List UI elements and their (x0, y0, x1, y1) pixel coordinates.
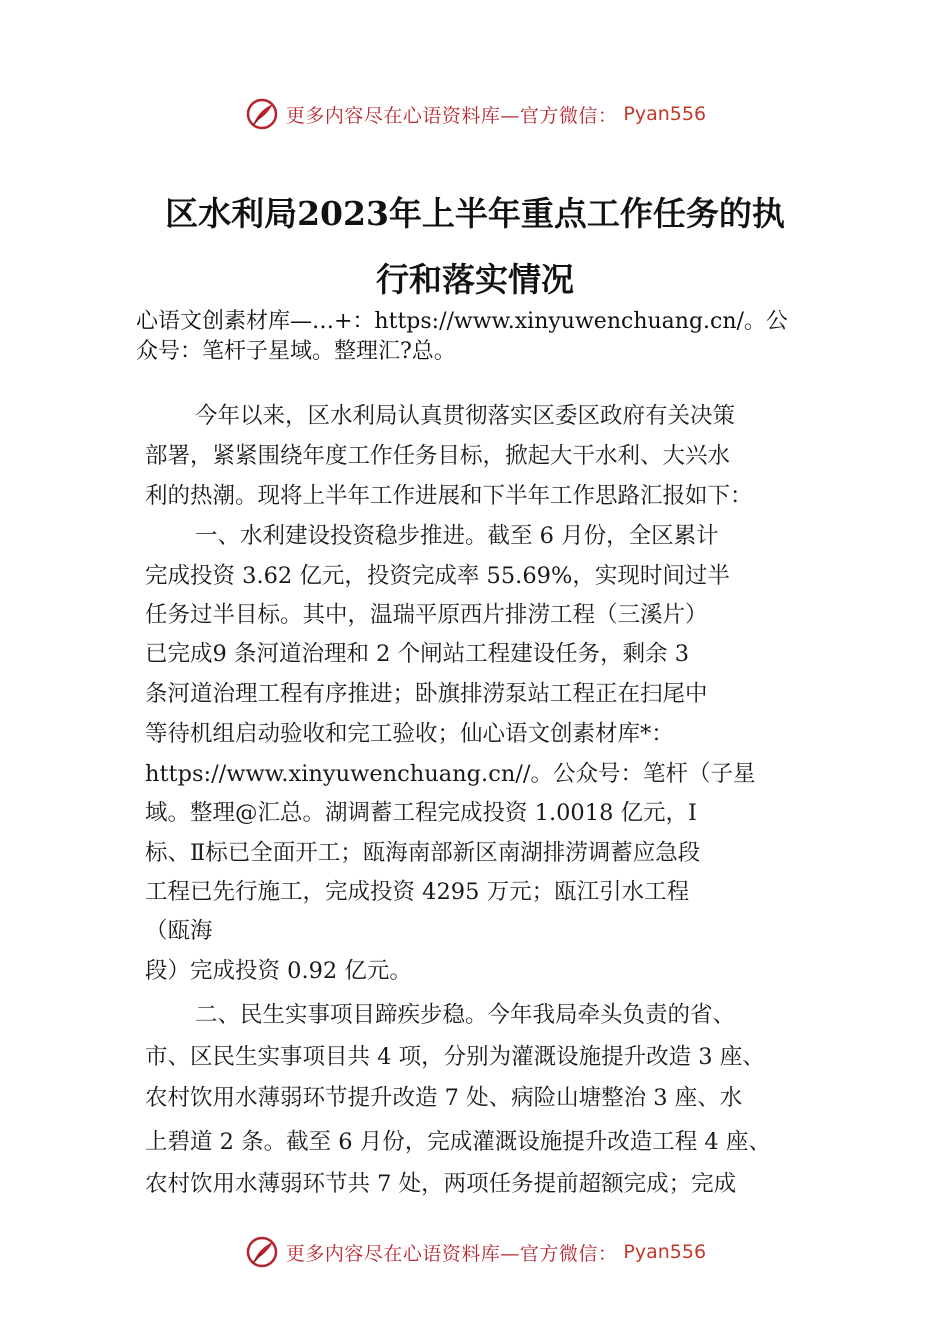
feather-pen-logo-icon (244, 96, 280, 132)
body-line: 市、区民生实事项目共 4 项，分别为灌溉设施提升改造 3 座、 (145, 1044, 765, 1070)
banner-wechat-id: Pyan556 (623, 1241, 707, 1263)
body-line: 任务过半目标。其中，温瑞平原西片排涝工程（三溪片） (145, 602, 708, 628)
body-line: https://www.xinyuwenchuang.cn//。公众号：笔杆（子星 (145, 761, 756, 787)
body-line: 农村饮用水薄弱环节提升改造 7 处、病险山塘整治 3 座、水 (145, 1085, 743, 1111)
banner-text: 更多内容尽在心语资料库—官方微信： (285, 104, 618, 127)
body-line: 利的热潮。现将上半年工作进展和下半年工作思路汇报如下： (145, 483, 753, 509)
body-line: 部署，紧紧围绕年度工作任务目标，掀起大干水利、大兴水 (145, 443, 731, 469)
body-line: 一、水利建设投资稳步推进。截至 6 月份，全区累计 (195, 523, 719, 549)
header-banner (0, 92, 950, 136)
document-title-line-1: 区水利局2023年上半年重点工作任务的执 (165, 194, 785, 233)
body-line: 条河道治理工程有序推进；卧旗排涝泵站工程正在扫尾中 (145, 681, 708, 707)
banner-wechat-id: Pyan556 (623, 103, 707, 125)
body-line: 域。整理@汇总。湖调蓄工程完成投资 1.0018 亿元，Ⅰ (145, 800, 697, 826)
body-line: 已完成9 条河道治理和 2 个闸站工程建设任务，剩余 3 (145, 641, 690, 667)
body-line: 上碧道 2 条。截至 6 月份，完成灌溉设施提升改造工程 4 座、 (145, 1129, 771, 1155)
body-line: 农村饮用水薄弱环节共 7 处，两项任务提前超额完成；完成 (145, 1171, 737, 1197)
body-line: 二、民生实事项目蹄疾步稳。今年我局牵头负责的省、 (195, 1002, 736, 1028)
body-line: 完成投资 3.62 亿元，投资完成率 55.69%，实现时间过半 (145, 563, 730, 589)
footer-banner (0, 1230, 950, 1274)
body-line: 等待机组启动验收和完工验收；仙心语文创素材库*： (145, 721, 674, 747)
source-note-line-2: 众号：笔杆子星域。整理汇?总。 (136, 339, 456, 364)
body-line: 标、Ⅱ标已全面开工；瓯海南部新区南湖排涝调蓄应急段 (145, 840, 701, 866)
banner-text: 更多内容尽在心语资料库—官方微信： (285, 1242, 618, 1265)
feather-pen-logo-icon (244, 1234, 280, 1270)
body-line: 工程已先行施工，完成投资 4295 万元；瓯江引水工程 (145, 879, 690, 905)
body-line: 段）完成投资 0.92 亿元。 (145, 958, 412, 984)
document-title-line-2: 行和落实情况 (376, 260, 574, 299)
body-line: （瓯海 (145, 918, 213, 944)
body-line: 今年以来，区水利局认真贯彻落实区委区政府有关决策 (195, 403, 736, 429)
source-note-line-1: 心语文创素材库—…+：https://www.xinyuwenchuang.cn/。公 (136, 309, 788, 334)
